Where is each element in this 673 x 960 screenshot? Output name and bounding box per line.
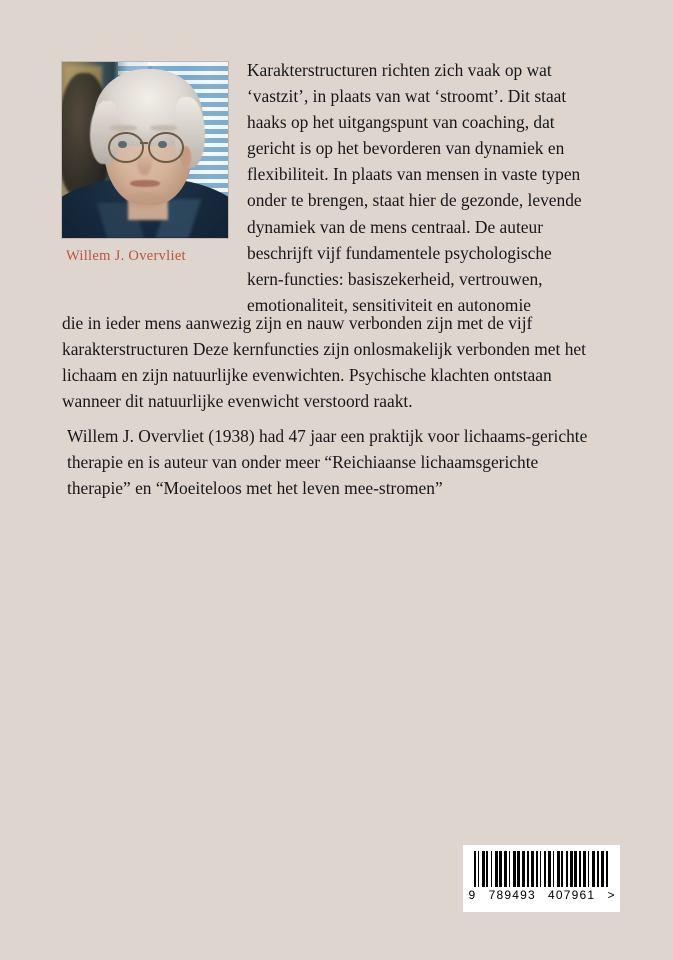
blurb-text-continued: die in ieder mens aanwezig zijn en nauw verbonden zijn met de vijf karakterstructuren Deze kernfuncties zijn onlosmakelijk verbonden met het lichaam en zijn natuurlijke evenwichten. Psychische klachten ontstaan wanneer dit natuurlijke evenwicht verstoord raakt. [62, 313, 586, 412]
author-photo-caption: Willem J. Overvliet [66, 248, 186, 264]
barcode-digit-group-left: 789493 [488, 888, 536, 902]
nose-shape [137, 150, 152, 175]
glasses-bridge [140, 142, 148, 144]
barcode-bars-icon [474, 851, 610, 887]
blurb-paragraph-primary [247, 57, 592, 318]
author-photo [62, 62, 228, 238]
glasses-lens-right [148, 132, 184, 162]
isbn-barcode [463, 845, 620, 912]
barcode-digits [467, 888, 617, 902]
barcode-digit-group-right: 407961 [548, 888, 596, 902]
eyebrow-right [150, 125, 177, 130]
blurb-paragraph-continued [62, 310, 594, 414]
barcode-digit-first: 9 [468, 888, 477, 902]
author-photo-image [62, 62, 228, 238]
mouth-shape [130, 180, 160, 187]
eyebrow-left [110, 125, 137, 130]
author-bio-text: Willem J. Overvliet (1938) had 47 jaar een praktijk voor lichaams-gerichte therapie en is auteur van onder meer “Reichiaanse lichaamsgerichte therapie” en “Moeiteloos met het leven mee-stromen” [67, 426, 588, 499]
barcode-addon-marker: > [607, 888, 615, 902]
author-bio-paragraph [67, 423, 597, 501]
chin-shape [127, 192, 164, 208]
blurb-text-primary: Karakterstructuren richten zich vaak op wat ‘vastzit’, in plaats van wat ‘stroomt’. Dit staat haaks op het uitgangspunt van coaching, dat gericht is op het bevorderen van dynamiek en flexibiliteit. In plaats van mensen in vaste typen onder te brengen, staat hier de gezonde, levende dynamiek van de mens centraal. De auteur beschrijft vijf fundamentele psychologische kern-functies: basiszekerheid, vertrouwen, emotionaliteit, sensitiviteit en autonomie [247, 60, 582, 315]
